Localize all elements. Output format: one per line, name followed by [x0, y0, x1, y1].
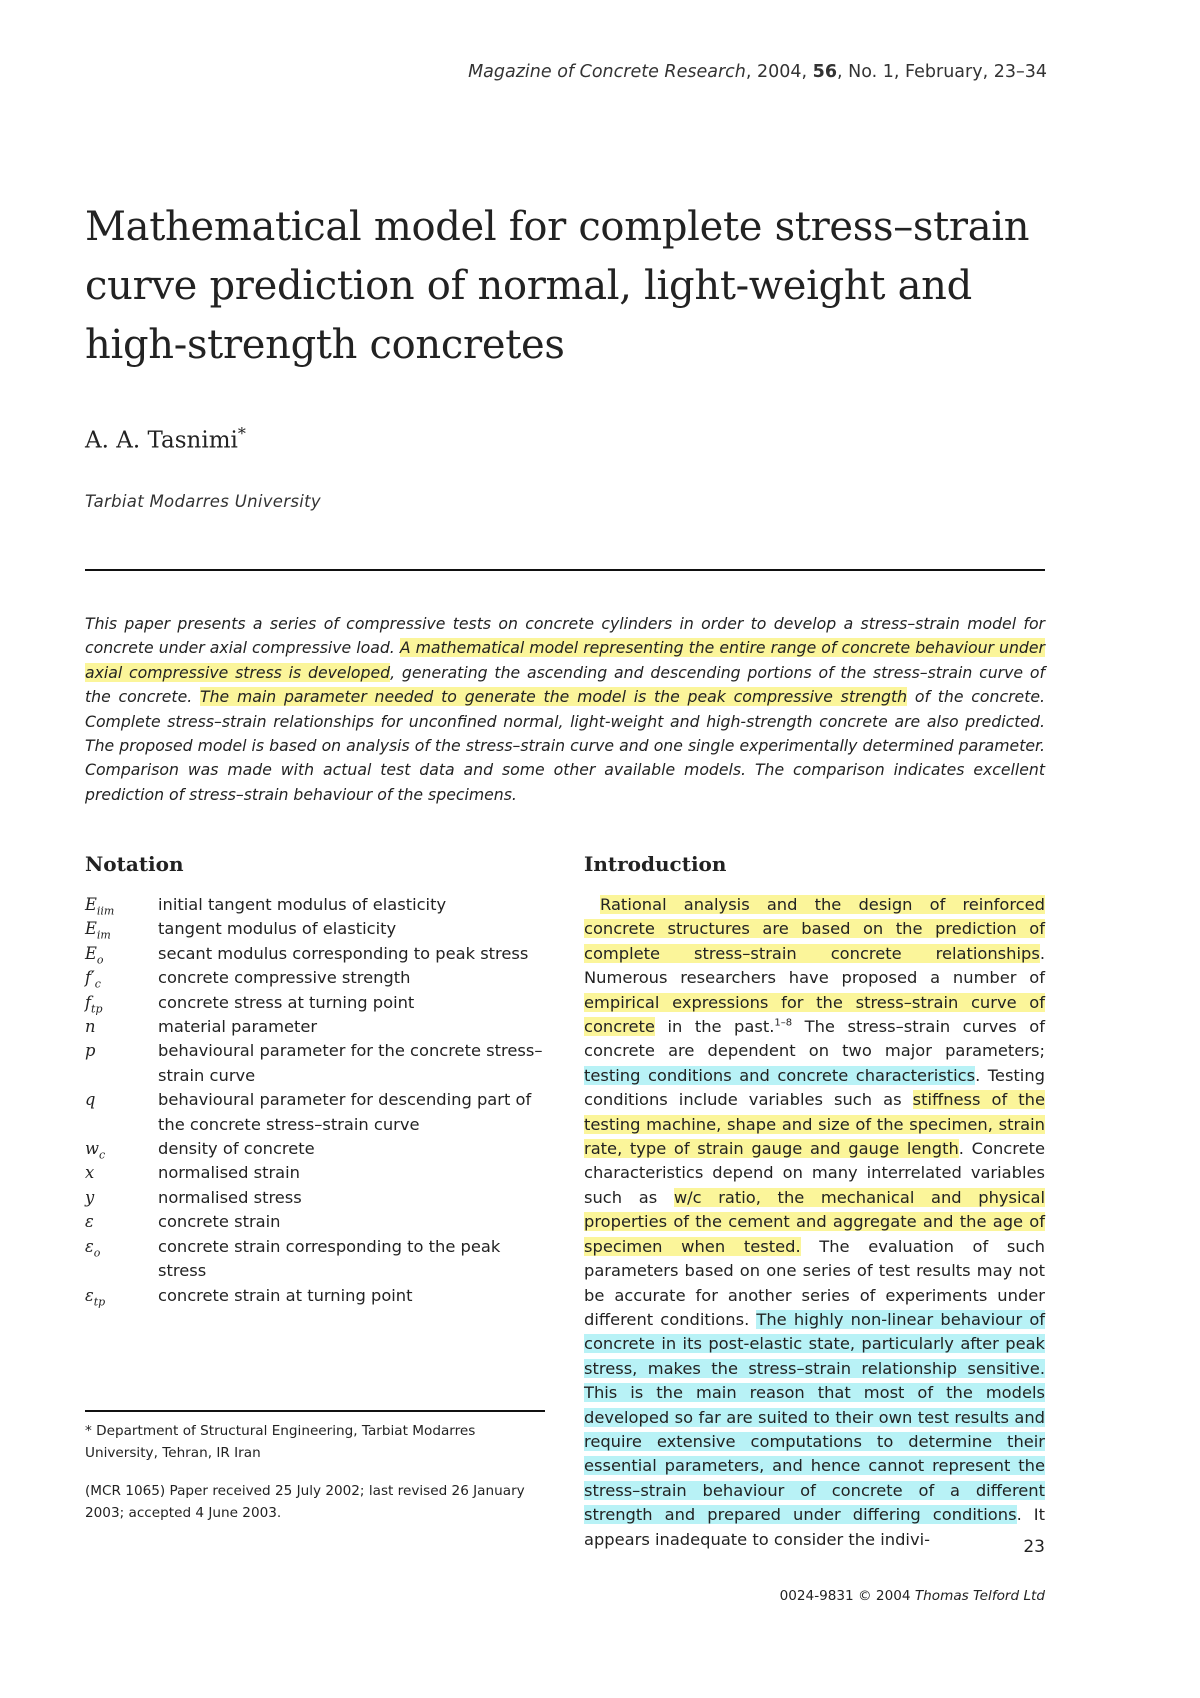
abstract-text: This paper presents a series of compressive tests on concrete cylinders in order to develop a stress–strain model for concrete under axial compressive load.	[85, 614, 1045, 658]
notation-symbol: $E_o$	[85, 943, 104, 967]
notation-item	[85, 1015, 545, 1039]
notation-symbol: $\varepsilon_{tp}$	[85, 1285, 106, 1308]
notation-description: behavioural parameter for descending part of the concrete stress–strain curve	[158, 1090, 532, 1134]
journal-year: , 2004,	[745, 62, 813, 82]
header-divider	[85, 569, 1045, 571]
intro-highlight: The highly non-linear behaviour of concrete in its post-elastic state, particularly after peak stress, makes the stress–strain relationship sensitive. This is the main reason that most of the models developed so far are suited to their own test results and require extensive computations to determine their essential parameters, and hence cannot represent the stress–strain behaviour of concrete of a different strength and prepared under differing conditions	[584, 1309, 1046, 1525]
author-name: A. A. Tasnimi	[85, 427, 238, 454]
notation-description: initial tangent modulus of elasticity	[158, 895, 447, 914]
intro-highlight: Rational analysis and the design of reinforced concrete structures are based on the prediction of complete stress–strain concrete relationships	[584, 895, 1045, 963]
journal-issue-pages: , No. 1, February, 23–34	[837, 62, 1047, 82]
notation-description: material parameter	[158, 1017, 318, 1037]
notation-description: concrete compressive strength	[158, 968, 411, 988]
notation-description: concrete strain	[158, 1212, 281, 1232]
notation-item	[85, 1210, 545, 1234]
intro-highlight: stiffness of the testing machine, shape and size of the specimen, strain rate, type of strain gauge and gauge length	[584, 1090, 1045, 1159]
abstract-text: of the concrete. Complete stress–strain relationships for unconfined normal, light-weight and high-strength concrete are also predicted. The proposed model is based on analysis of the stress–strain curve and one single experimentally determined parameter. Comparison was made with actual test data and some other available models. The comparison indicates excellent prediction of stress–strain behaviour of the specimens.	[85, 687, 1045, 804]
notation-item	[85, 942, 545, 966]
notation-description: concrete stress at turning point	[158, 992, 415, 1012]
footnote-divider	[85, 1410, 545, 1412]
notation-symbol: x	[85, 1163, 95, 1183]
intro-text: . Testing conditions include variables such as	[584, 1065, 1045, 1110]
abstract	[85, 612, 1045, 807]
copyright-code: 0024-9831 © 2004	[779, 1588, 915, 1604]
notation-symbol: $f_{tp}$	[85, 992, 103, 1015]
notation-item	[85, 1039, 545, 1088]
abstract-text: , generating the ascending and descending portions of the stress–strain curve of the concrete.	[85, 662, 1046, 707]
abstract-highlight: The main parameter needed to generate the model is the peak compressive strength	[200, 687, 908, 707]
intro-text: The stress–strain curves of concrete are dependent on two major parameters;	[584, 1017, 1045, 1061]
author-footnote-mark: *	[237, 424, 246, 443]
notation-item	[85, 991, 545, 1015]
notation-item	[85, 893, 545, 917]
publisher-name: Thomas Telford Ltd	[914, 1588, 1045, 1604]
footnote-affiliation: * Department of Structural Engineering, Tarbiat Modarres University, Tehran, IR Iran	[85, 1423, 476, 1461]
notation-description: secant modulus corresponding to peak stress	[158, 943, 529, 963]
notation-symbol: ε	[85, 1212, 94, 1232]
notation-symbol: n	[85, 1017, 96, 1037]
notation-description: normalised stress	[158, 1187, 302, 1207]
notation-item	[85, 1235, 545, 1284]
notation-description: tangent modulus of elasticity	[158, 919, 397, 939]
paper-title: Mathematical model for complete stress–strain curve prediction of normal, light-weight and high-strength concretes	[85, 204, 1030, 368]
notation-item	[85, 1088, 545, 1137]
intro-reference: 1–8	[774, 1017, 793, 1029]
notation-symbol: $f'_c$	[85, 968, 101, 991]
affiliation: Tarbiat Modarres University	[85, 492, 321, 511]
intro-highlight: w/c ratio, the mechanical and physical properties of the cement and aggregate and the age of specimen when tested.	[584, 1187, 1045, 1256]
journal-name: Magazine of Concrete Research	[468, 62, 746, 82]
footnote-received: (MCR 1065) Paper received 25 July 2002; last revised 26 January 2003; accepted 4 June 2003.	[85, 1483, 525, 1521]
journal-volume: 56	[812, 62, 838, 82]
page-number: 23	[1023, 1537, 1045, 1557]
notation-item	[85, 1137, 545, 1161]
author	[85, 424, 246, 454]
intro-text: in the past.	[654, 1017, 775, 1037]
notation-description: density of concrete	[158, 1139, 315, 1159]
journal-header	[468, 62, 1047, 82]
notation-description: behavioural parameter for the concrete stress–strain curve	[158, 1041, 543, 1085]
intro-text: . Concrete characteristics depend on many interrelated variables such as	[584, 1139, 1045, 1207]
intro-highlight: empirical expressions for the stress–strain curve of concrete	[584, 992, 1045, 1037]
notation-item	[85, 1284, 545, 1308]
notation-heading: Notation	[85, 852, 184, 876]
introduction-heading: Introduction	[584, 852, 727, 876]
notation-item	[85, 1186, 545, 1210]
notation-symbol: q	[85, 1090, 96, 1110]
notation-item	[85, 1161, 545, 1185]
notation-description: concrete strain corresponding to the peak stress	[158, 1236, 501, 1281]
notation-list	[85, 893, 545, 1308]
notation-symbol: $w_c$	[85, 1139, 106, 1162]
notation-item	[85, 966, 545, 990]
introduction-body	[584, 893, 1045, 1552]
notation-description: normalised strain	[158, 1163, 300, 1183]
notation-symbol: $\varepsilon_o$	[85, 1236, 101, 1259]
intro-text: . It appears inadequate to consider the indivi-	[584, 1505, 1045, 1549]
notation-symbol: y	[85, 1187, 95, 1207]
notation-symbol: p	[85, 1041, 96, 1061]
intro-highlight: testing conditions and concrete characteristics	[584, 1065, 976, 1085]
abstract-highlight: A mathematical model representing the entire range of concrete behaviour under axial compressive stress is developed	[85, 638, 1045, 682]
notation-symbol: $E_{im}$	[85, 919, 111, 942]
copyright-line	[780, 1588, 1045, 1604]
intro-text: . Numerous researchers have proposed a number of	[584, 943, 1045, 988]
notation-symbol: $E_{iim}$	[85, 895, 115, 918]
intro-text: The evaluation of such parameters based on one series of test results may not be accurate for another series of experiments under different conditions.	[584, 1236, 1045, 1329]
notation-description: concrete strain at turning point	[158, 1285, 413, 1305]
notation-item	[85, 917, 545, 941]
